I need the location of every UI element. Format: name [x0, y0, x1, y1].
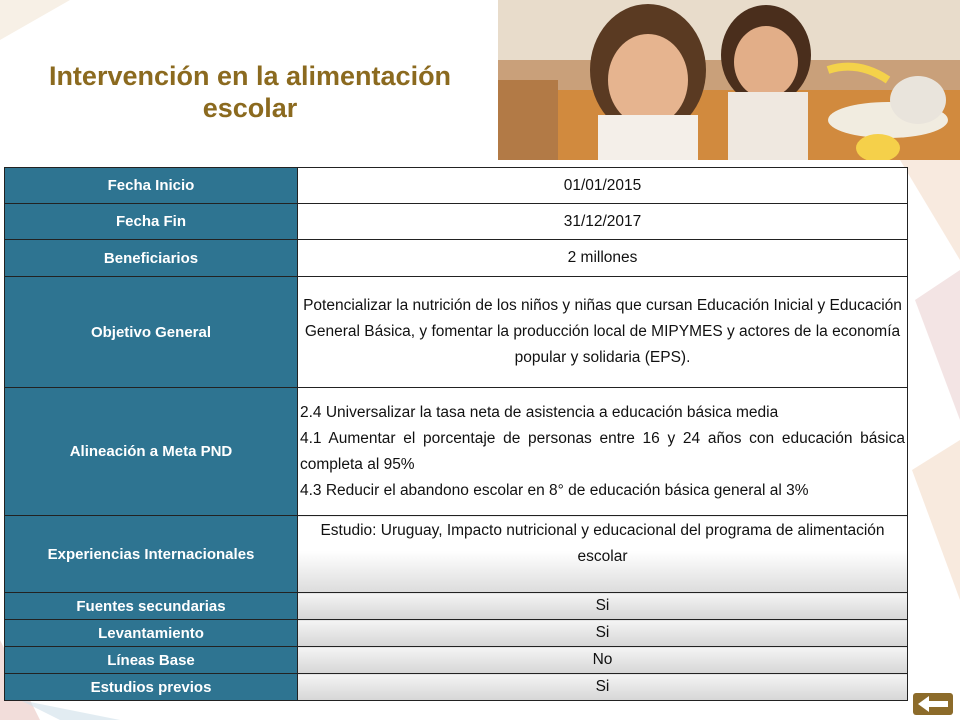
row-label: Objetivo General [5, 277, 298, 388]
row-value: 01/01/2015 [298, 168, 908, 204]
table-row [5, 388, 908, 516]
table-row [5, 204, 908, 240]
row-label: Levantamiento [5, 620, 298, 647]
table-row [5, 277, 908, 388]
pnd-goal-line: 2.4 Universalizar la tasa neta de asistencia a educación básica media [300, 403, 779, 421]
row-label: Fuentes secundarias [5, 593, 298, 620]
school-lunch-photo [498, 0, 960, 160]
page-title: Intervención en la alimentación escolar [48, 61, 452, 123]
table-row [5, 593, 908, 620]
row-value: Potencializar la nutrición de los niños y niñas que cursan Educación Inicial y Educación General Básica, y fomentar la producción local de MIPYMES y actores de la economía popular y solidaria (EPS). [298, 277, 908, 388]
row-label: Beneficiarios [5, 240, 298, 277]
row-label: Fecha Inicio [5, 168, 298, 204]
left-arrow-icon [913, 693, 953, 715]
row-value: 2 millones [298, 240, 908, 277]
row-label: Fecha Fin [5, 204, 298, 240]
row-value: Si [298, 620, 908, 647]
table-row [5, 674, 908, 701]
row-value: 31/12/2017 [298, 204, 908, 240]
pnd-goal-line: 4.1 Aumentar el porcentaje de personas entre 16 y 24 años con educación básica completa al 95% [300, 429, 905, 473]
program-info-table [4, 167, 908, 701]
row-value: No [298, 647, 908, 674]
table-row [5, 168, 908, 204]
row-label: Experiencias Internacionales [5, 516, 298, 593]
row-value: Si [298, 593, 908, 620]
table-row [5, 240, 908, 277]
back-button[interactable] [913, 693, 953, 715]
row-value: Estudio: Uruguay, Impacto nutricional y educacional del programa de alimentación escolar [298, 516, 908, 593]
pnd-goal-line: 4.3 Reducir el abandono escolar en 8° de educación básica general al 3% [300, 481, 809, 499]
table-row [5, 516, 908, 593]
row-value [298, 388, 908, 516]
row-label: Líneas Base [5, 647, 298, 674]
row-value: Si [298, 674, 908, 701]
row-label: Alineación a Meta PND [5, 388, 298, 516]
row-label: Estudios previos [5, 674, 298, 701]
table-row [5, 647, 908, 674]
table-row [5, 620, 908, 647]
